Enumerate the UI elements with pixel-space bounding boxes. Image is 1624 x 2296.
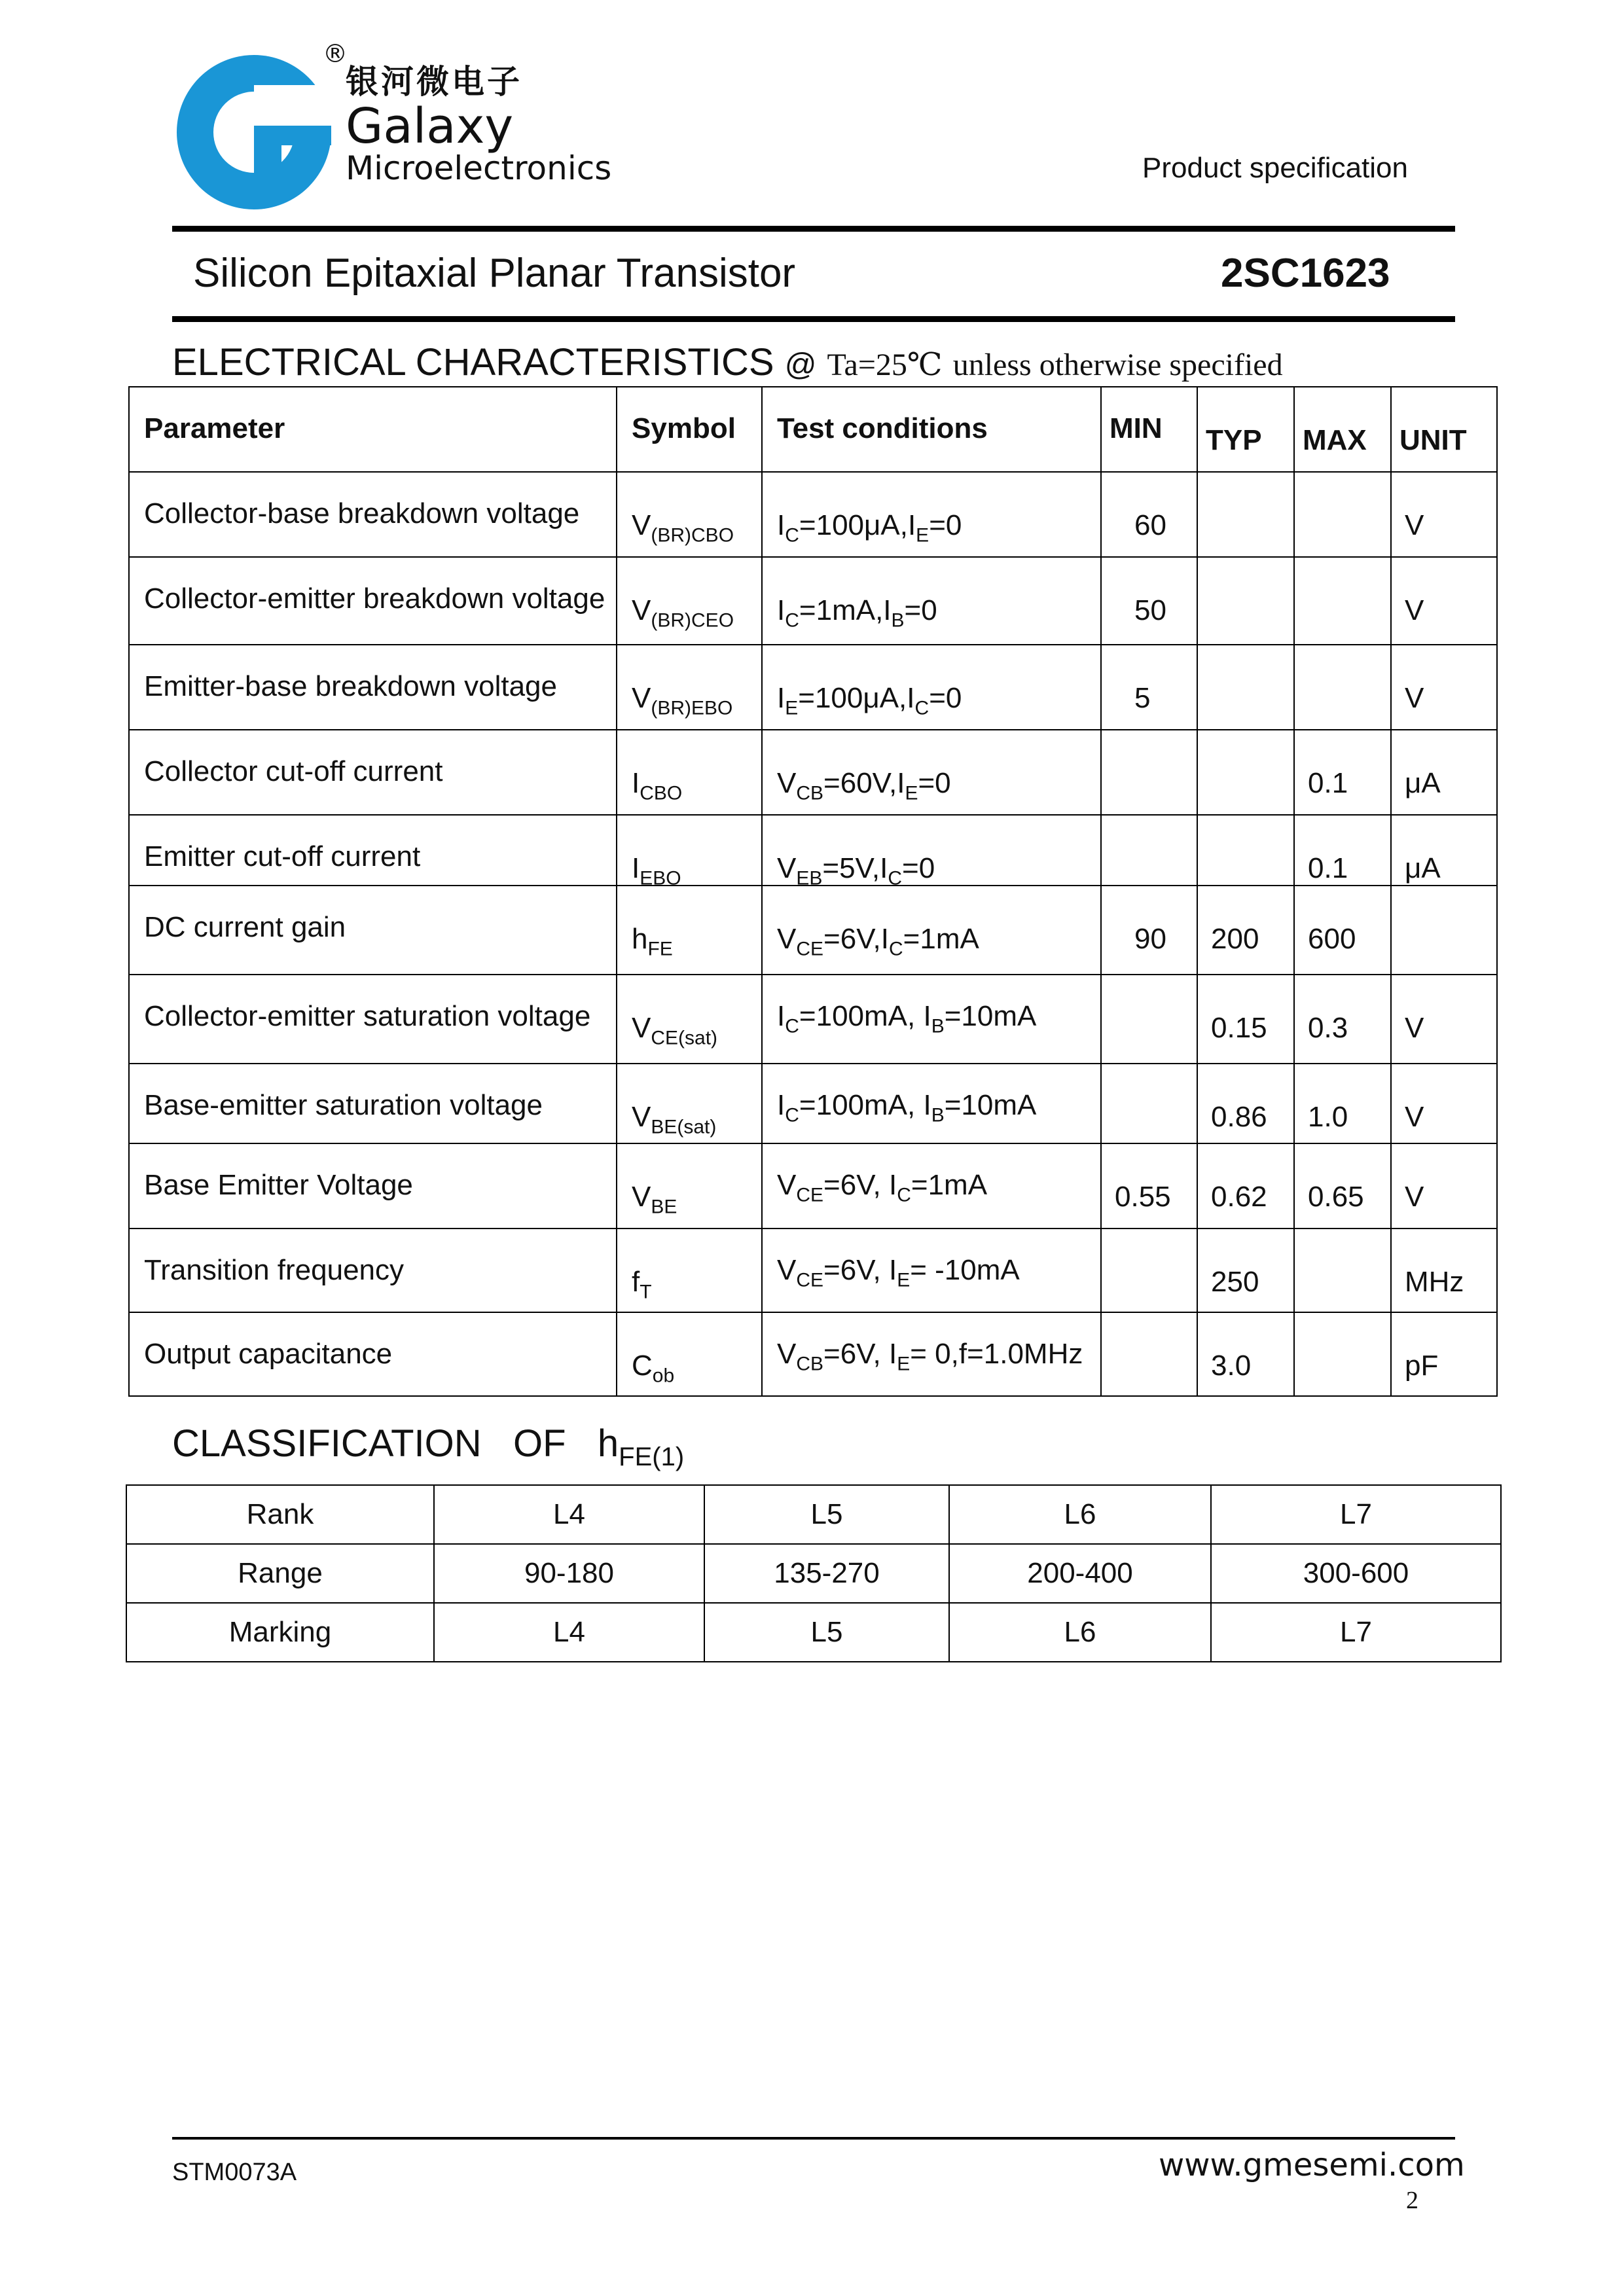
- ec-typ-value: 3.0: [1211, 1350, 1252, 1382]
- ec-row: [129, 815, 1497, 886]
- ec-header-max-label: MAX: [1303, 424, 1367, 456]
- ec-parameter-text: Collector-emitter saturation voltage: [144, 1000, 591, 1032]
- ec-typ: [1197, 557, 1294, 645]
- ec-unit-value: V: [1405, 509, 1424, 541]
- ec-symbol-text: [632, 509, 761, 547]
- ec-test-sub: C: [785, 609, 799, 632]
- ec-unit: [1391, 645, 1497, 730]
- ec-parameter-text: Collector-base breakdown voltage: [144, 497, 580, 529]
- classification-cell: 135-270: [704, 1544, 949, 1603]
- ec-max: [1294, 730, 1391, 815]
- ec-test-sub: E: [905, 782, 918, 804]
- ec-test-letter: I: [907, 682, 915, 714]
- ec-test-value: =60V,: [823, 767, 897, 799]
- ec-parameter-text: Emitter-base breakdown voltage: [144, 670, 557, 702]
- part-number: 2SC1623: [1221, 251, 1390, 296]
- ec-typ-value: 0.15: [1211, 1012, 1267, 1044]
- ec-unit: [1391, 1229, 1497, 1312]
- logo-subtitle: Microelectronics: [346, 149, 612, 187]
- ec-typ: [1197, 886, 1294, 975]
- ec-symbol-sub: T: [640, 1281, 652, 1303]
- ec-symbol: [617, 645, 762, 730]
- ec-symbol-text: [632, 923, 761, 960]
- ec-test-conditions: [762, 1229, 1101, 1312]
- classification-cell: 300-600: [1211, 1544, 1501, 1603]
- ec-unit: [1391, 1143, 1497, 1229]
- ec-symbol-base: V: [632, 509, 651, 541]
- ec-symbol-text: [632, 1266, 761, 1303]
- ec-test-value: =5V,: [822, 852, 880, 884]
- ec-symbol-sub: (BR)CEO: [651, 609, 734, 632]
- ec-test-sub: CB: [796, 782, 824, 804]
- ec-test-letter: V: [777, 852, 797, 884]
- ec-row: [129, 645, 1497, 730]
- ec-test-conditions: [762, 730, 1101, 815]
- ec-max: [1294, 645, 1391, 730]
- ec-row: [129, 975, 1497, 1064]
- ec-test-letter: I: [777, 1089, 785, 1121]
- ec-test-sub: C: [785, 1104, 799, 1126]
- ec-parameter: [129, 815, 617, 886]
- ec-test-text: [777, 594, 1100, 632]
- ec-row: [129, 472, 1497, 557]
- ec-symbol-sub: (BR)EBO: [651, 697, 733, 719]
- classification-cell: L4: [434, 1603, 704, 1662]
- ec-min: [1101, 645, 1197, 730]
- ec-symbol: [617, 975, 762, 1064]
- ec-test-sub: B: [891, 609, 905, 632]
- ec-max-value: 0.3: [1308, 1012, 1348, 1044]
- classification-row: [126, 1544, 1501, 1603]
- ec-header-unit: [1391, 387, 1497, 472]
- classification-cell: L6: [949, 1603, 1211, 1662]
- ec-test-letter: I: [777, 594, 785, 626]
- classification-cell: L7: [1211, 1485, 1501, 1544]
- ec-test-conditions: [762, 1064, 1101, 1143]
- ec-test-value: =0: [929, 509, 962, 541]
- ec-test-conditions: [762, 975, 1101, 1064]
- ec-max: [1294, 1229, 1391, 1312]
- classification-table: [126, 1484, 1502, 1662]
- ec-test-letter: I: [777, 509, 785, 541]
- ec-parameter-text: Base Emitter Voltage: [144, 1169, 413, 1201]
- ec-min-value: 50: [1134, 594, 1166, 626]
- ec-test-text: [777, 1169, 1100, 1206]
- ec-symbol-sub: ob: [652, 1365, 675, 1387]
- ec-symbol-base: V: [632, 682, 651, 714]
- ec-header-symbol: [617, 387, 762, 472]
- ec-typ: [1197, 472, 1294, 557]
- ec-typ-value: 250: [1211, 1266, 1259, 1298]
- header-rule-bottom: [172, 316, 1455, 322]
- ec-parameter-text: Transition frequency: [144, 1254, 405, 1286]
- classification-row-label: Range: [126, 1544, 434, 1603]
- ec-test-letter: I: [923, 1089, 931, 1121]
- ec-test-value: =6V,: [823, 1338, 889, 1370]
- ec-test-value: =6V,: [823, 923, 881, 955]
- document-title: Silicon Epitaxial Planar Transistor: [193, 251, 796, 296]
- ec-max-value: 0.1: [1308, 852, 1348, 884]
- ec-test-conditions: [762, 1143, 1101, 1229]
- ec-test-value: =100μA,: [799, 509, 908, 541]
- ec-typ: [1197, 1143, 1294, 1229]
- ec-test-value: =6V,: [823, 1254, 889, 1286]
- ec-unit-value: μA: [1405, 852, 1441, 884]
- ec-test-sub: EB: [796, 867, 823, 889]
- classification-heading: [172, 1422, 685, 1471]
- ec-test-letter: I: [777, 682, 785, 714]
- ec-test-text: [777, 1089, 1100, 1126]
- ec-unit: [1391, 886, 1497, 975]
- header-rule-top: [172, 226, 1455, 232]
- ec-test-letter: I: [923, 1000, 931, 1032]
- ec-unit-value: MHz: [1405, 1266, 1464, 1298]
- ec-test-sub: B: [931, 1104, 945, 1126]
- ec-test-value: =1mA: [911, 1169, 988, 1201]
- ec-min: [1101, 1312, 1197, 1396]
- ec-parameter: [129, 557, 617, 645]
- ec-min-value: 5: [1134, 682, 1151, 714]
- ec-max-value: 1.0: [1308, 1101, 1348, 1133]
- ec-parameter: [129, 1229, 617, 1312]
- ec-parameter: [129, 1143, 617, 1229]
- ec-parameter-text: Collector-emitter breakdown voltage: [144, 583, 605, 615]
- ec-test-value: =100μA,: [798, 682, 907, 714]
- classification-word: CLASSIFICATION: [172, 1422, 482, 1465]
- ec-symbol: [617, 472, 762, 557]
- ec-row: [129, 730, 1497, 815]
- ec-test-sub: C: [785, 524, 799, 547]
- ec-unit: [1391, 815, 1497, 886]
- ec-test-sub: CE: [796, 1269, 824, 1291]
- ec-test-letter: I: [888, 1338, 897, 1370]
- classification-h: h: [597, 1422, 619, 1465]
- ec-symbol-text: [632, 1181, 761, 1218]
- ec-test-letter: V: [777, 1169, 797, 1201]
- ec-max-value: 0.1: [1308, 767, 1348, 799]
- ec-symbol-base: h: [632, 923, 648, 955]
- ec-test-sub: E: [897, 1269, 911, 1291]
- classification-h-sub: FE(1): [619, 1443, 685, 1471]
- classification-cell: 200-400: [949, 1544, 1211, 1603]
- ec-test-conditions: [762, 557, 1101, 645]
- classification-cell: L5: [704, 1603, 949, 1662]
- ec-row: [129, 557, 1497, 645]
- ec-test-value: = -10mA: [910, 1254, 1020, 1286]
- ec-test-sub: C: [897, 1184, 911, 1206]
- footer-rule: [172, 2137, 1455, 2140]
- ec-test-value: =0: [929, 682, 962, 714]
- ec-symbol-base: V: [632, 1101, 651, 1133]
- ec-parameter: [129, 975, 617, 1064]
- ec-max: [1294, 557, 1391, 645]
- ec-header-typ: [1197, 387, 1294, 472]
- ec-test-sub: CE: [796, 1184, 824, 1206]
- ec-test-letter: I: [897, 767, 905, 799]
- ec-test-sub: CE: [796, 938, 824, 960]
- ec-unit-value: V: [1405, 682, 1424, 714]
- ec-heading: [172, 340, 1283, 384]
- ec-test-letter: I: [883, 594, 892, 626]
- ec-symbol-base: C: [632, 1350, 653, 1382]
- ec-min: [1101, 472, 1197, 557]
- electrical-characteristics-table: [128, 386, 1498, 1397]
- ec-unit-value: μA: [1405, 767, 1441, 799]
- ec-test-letter: I: [880, 923, 889, 955]
- ec-min: [1101, 1143, 1197, 1229]
- ec-min: [1101, 1229, 1197, 1312]
- ec-max: [1294, 1312, 1391, 1396]
- logo-name: Galaxy: [346, 98, 514, 154]
- ec-test-letter: V: [777, 1254, 797, 1286]
- ec-test-letter: I: [907, 509, 916, 541]
- ec-test-conditions: [762, 472, 1101, 557]
- ec-header-row: [129, 387, 1497, 472]
- ec-header-test: [762, 387, 1101, 472]
- ec-test-sub: CB: [796, 1353, 824, 1375]
- ec-parameter: [129, 1312, 617, 1396]
- ec-test-sub: B: [931, 1015, 945, 1037]
- ec-row: [129, 1312, 1497, 1396]
- ec-test-letter: I: [888, 1169, 897, 1201]
- ec-symbol-sub: CE(sat): [651, 1027, 718, 1049]
- ec-typ: [1197, 975, 1294, 1064]
- ec-symbol-base: V: [632, 1181, 651, 1213]
- ec-typ: [1197, 815, 1294, 886]
- ec-test-conditions: [762, 815, 1101, 889]
- ec-test-text: [777, 509, 1100, 547]
- ec-parameter: [129, 1064, 617, 1143]
- ec-symbol: [617, 557, 762, 645]
- ec-typ: [1197, 730, 1294, 815]
- classification-cell: L7: [1211, 1603, 1501, 1662]
- ec-unit: [1391, 730, 1497, 815]
- classification-cell: L6: [949, 1485, 1211, 1544]
- ec-symbol-base: V: [632, 1012, 651, 1044]
- ec-test-sub: E: [916, 524, 929, 547]
- ec-unit-value: V: [1405, 1181, 1424, 1213]
- ec-test-text: [777, 852, 1100, 889]
- ec-parameter-text: Base-emitter saturation voltage: [144, 1089, 543, 1121]
- ec-parameter-text: Collector cut-off current: [144, 755, 443, 787]
- ec-max: [1294, 975, 1391, 1064]
- ec-heading-title: ELECTRICAL CHARACTERISTICS: [172, 341, 774, 384]
- ec-heading-condition: unless otherwise specified: [952, 348, 1283, 382]
- ec-header-min-label: MIN: [1110, 412, 1163, 444]
- ec-symbol-base: I: [632, 767, 640, 799]
- ec-max-value: 0.65: [1308, 1181, 1364, 1213]
- ec-typ: [1197, 1312, 1294, 1396]
- ec-header-test-label: Test conditions: [777, 412, 988, 444]
- ec-parameter: [129, 886, 617, 975]
- ec-min: [1101, 730, 1197, 815]
- ec-symbol-sub: BE(sat): [651, 1116, 717, 1138]
- ec-test-value: =0: [918, 767, 951, 799]
- ec-symbol-text: [632, 1012, 761, 1049]
- ec-unit-value: V: [1405, 1012, 1424, 1044]
- ec-row: [129, 1229, 1497, 1312]
- classification-row-label: Marking: [126, 1603, 434, 1662]
- ec-test-letter: I: [880, 852, 888, 884]
- ec-min: [1101, 815, 1197, 886]
- ec-typ: [1197, 1064, 1294, 1143]
- ec-typ: [1197, 645, 1294, 730]
- ec-symbol-sub: CBO: [640, 782, 683, 804]
- ec-test-conditions: [762, 1312, 1101, 1396]
- ec-header-unit-label: UNIT: [1399, 424, 1467, 456]
- ec-test-sub: C: [914, 697, 929, 719]
- ec-symbol: [617, 730, 762, 815]
- ec-row: [129, 1143, 1497, 1229]
- ec-max-value: 600: [1308, 923, 1356, 955]
- ec-unit: [1391, 1312, 1497, 1396]
- ec-header-parameter: [129, 387, 617, 472]
- ec-test-conditions: [762, 886, 1101, 975]
- ec-row: [129, 1064, 1497, 1143]
- ec-test-value: =100mA,: [799, 1000, 924, 1032]
- ec-test-text: [777, 1338, 1100, 1375]
- classification-cell: L4: [434, 1485, 704, 1544]
- ec-symbol: [617, 886, 762, 975]
- ec-header-max: [1294, 387, 1391, 472]
- ec-row: [129, 886, 1497, 975]
- ec-parameter: [129, 730, 617, 815]
- ec-test-text: [777, 682, 1100, 719]
- logo-chinese-name: 银河微电子: [346, 63, 522, 101]
- ec-min: [1101, 1064, 1197, 1143]
- ec-test-value: =1mA: [903, 923, 979, 955]
- ec-test-value: = 0,f=1.0MHz: [910, 1338, 1083, 1370]
- classification-row-label: Rank: [126, 1485, 434, 1544]
- ec-symbol: [617, 1064, 762, 1143]
- ec-symbol-text: [632, 1101, 761, 1138]
- ec-symbol-text: [632, 594, 761, 632]
- logo-wordmark: [346, 65, 611, 185]
- ec-header-symbol-label: Symbol: [632, 412, 736, 444]
- ec-test-value: =1mA,: [799, 594, 884, 626]
- ec-header-parameter-label: Parameter: [144, 412, 285, 444]
- ec-unit-value: V: [1405, 594, 1424, 626]
- ec-symbol: [617, 1229, 762, 1312]
- ec-test-value: =0: [902, 852, 935, 884]
- ec-max: [1294, 1064, 1391, 1143]
- ec-test-letter: I: [888, 1254, 897, 1286]
- ec-min: [1101, 886, 1197, 975]
- classification-row: [126, 1485, 1501, 1544]
- ec-min-value: 90: [1134, 923, 1166, 955]
- ec-symbol-base: V: [632, 594, 651, 626]
- ec-max: [1294, 1143, 1391, 1229]
- ec-min: [1101, 557, 1197, 645]
- spec-label: Product specification: [1142, 152, 1408, 184]
- ec-min: [1101, 975, 1197, 1064]
- ec-symbol: [617, 815, 762, 889]
- ec-test-letter: V: [777, 1338, 797, 1370]
- ec-max: [1294, 886, 1391, 975]
- ec-unit: [1391, 472, 1497, 557]
- ec-test-letter: I: [777, 1000, 785, 1032]
- ec-symbol: [617, 1312, 762, 1396]
- ec-parameter-text: Emitter cut-off current: [144, 840, 421, 872]
- ec-test-sub: E: [785, 697, 799, 719]
- ec-test-value: =10mA: [944, 1000, 1037, 1032]
- page-number: 2: [1406, 2187, 1418, 2214]
- ec-unit: [1391, 975, 1497, 1064]
- ec-symbol-text: [632, 852, 761, 889]
- ec-symbol-sub: (BR)CBO: [651, 524, 734, 547]
- classification-cell: 90-180: [434, 1544, 704, 1603]
- ec-symbol-sub: FE: [647, 938, 673, 960]
- ec-test-text: [777, 1254, 1100, 1291]
- ec-typ-value: 200: [1211, 923, 1259, 955]
- registered-mark: ®: [323, 39, 348, 68]
- ec-max: [1294, 815, 1391, 886]
- ec-unit: [1391, 557, 1497, 645]
- ec-symbol-base: I: [632, 852, 640, 884]
- ec-test-sub: C: [888, 867, 902, 889]
- ec-typ-value: 0.86: [1211, 1101, 1267, 1133]
- ec-test-text: [777, 1000, 1100, 1037]
- ec-unit-value: pF: [1405, 1350, 1439, 1382]
- ec-test-text: [777, 767, 1100, 804]
- classification-cell: L5: [704, 1485, 949, 1544]
- ec-test-sub: C: [785, 1015, 799, 1037]
- ec-parameter: [129, 472, 617, 557]
- ec-typ-value: 0.62: [1211, 1181, 1267, 1213]
- ec-test-letter: V: [777, 923, 797, 955]
- ec-test-letter: V: [777, 767, 797, 799]
- ec-test-value: =100mA,: [799, 1089, 924, 1121]
- ec-symbol-sub: EBO: [640, 867, 681, 889]
- ec-parameter-text: DC current gain: [144, 911, 346, 943]
- ec-test-value: =0: [904, 594, 937, 626]
- ec-test-sub: C: [888, 938, 903, 960]
- ec-min-value: 0.55: [1115, 1181, 1171, 1213]
- ec-test-value: =6V,: [823, 1169, 889, 1201]
- ec-symbol: [617, 1143, 762, 1229]
- document-code: STM0073A: [172, 2159, 297, 2186]
- ec-parameter: [129, 645, 617, 730]
- ec-typ: [1197, 1229, 1294, 1312]
- ec-test-text: [777, 923, 1100, 960]
- website-link[interactable]: www.gmesemi.com: [1159, 2147, 1465, 2183]
- ec-test-conditions: [762, 645, 1101, 730]
- ec-unit-value: V: [1405, 1101, 1424, 1133]
- ec-max: [1294, 472, 1391, 557]
- ec-test-sub: E: [897, 1353, 911, 1375]
- ec-test-value: =10mA: [944, 1089, 1037, 1121]
- ec-symbol-sub: BE: [651, 1196, 677, 1218]
- ec-symbol-text: [632, 767, 761, 804]
- ec-header-min: [1101, 387, 1197, 472]
- ec-symbol-text: [632, 682, 761, 719]
- classification-of: OF: [513, 1422, 566, 1465]
- ec-symbol-base: f: [632, 1266, 640, 1298]
- ec-header-typ-label: TYP: [1206, 424, 1262, 456]
- ec-heading-ta: Ta=25℃: [827, 348, 943, 382]
- classification-row: [126, 1603, 1501, 1662]
- ec-parameter-text: Output capacitance: [144, 1338, 393, 1370]
- ec-symbol-text: [632, 1350, 761, 1387]
- ec-unit: [1391, 1064, 1497, 1143]
- ec-min-value: 60: [1134, 509, 1166, 541]
- ec-heading-at: @: [784, 348, 817, 382]
